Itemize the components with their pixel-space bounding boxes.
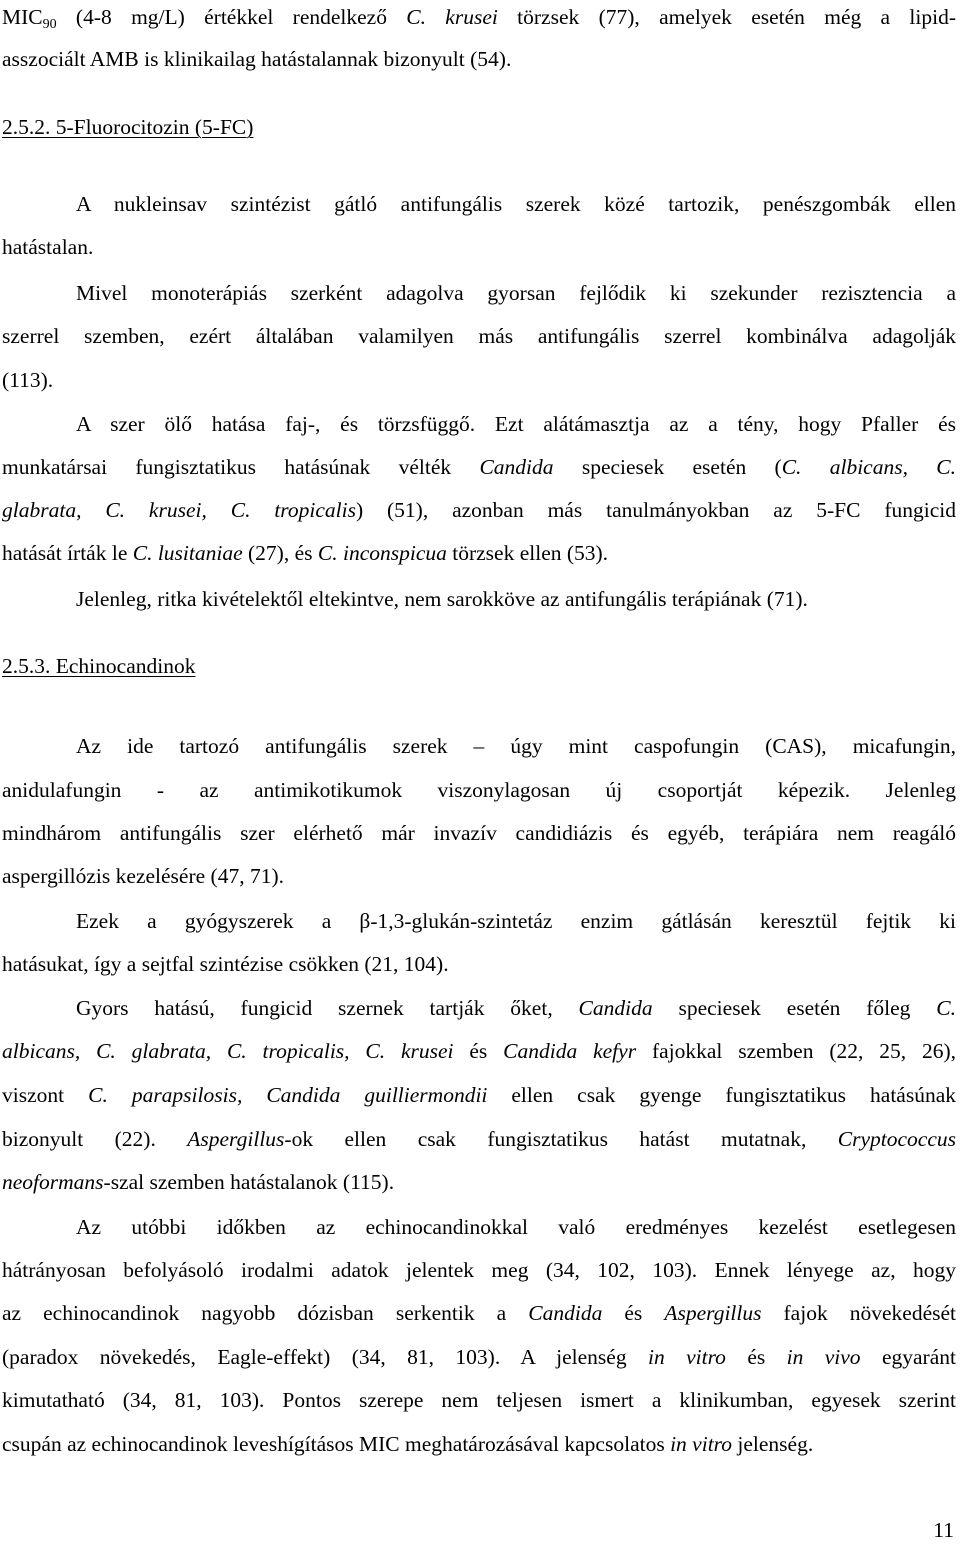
paragraph-line: neoformans-szal szemben hatástalanok (115). [2, 1170, 395, 1194]
paragraph-line: Gyors hatású, fungicid szernek tartják őket, Candida speciesek esetén főleg C. [76, 996, 956, 1020]
paragraph-line: kimutatható (34, 81, 103). Pontos szerepe nem teljesen ismert a klinikumban, egyesek szerint [2, 1388, 956, 1412]
paragraph-line: albicans, C. glabrata, C. tropicalis, C. krusei és Candida kefyr fajokkal szemben (22, 25, 26), [2, 1039, 956, 1063]
paragraph-line: Jelenleg, ritka kivételektől eltekintve, nem sarokköve az antifungális terápiának (71). [76, 587, 808, 611]
paragraph-line: A nukleinsav szintézist gátló antifungális szerek közé tartozik, penészgombák ellen [76, 192, 956, 216]
paragraph-line: (113). [2, 368, 54, 392]
paragraph-line: Az ide tartozó antifungális szerek – úgy mint caspofungin (CAS), micafungin, [76, 734, 956, 758]
paragraph-line: Az utóbbi időkben az echinocandinokkal való eredményes kezelést esetlegesen [76, 1215, 956, 1239]
paragraph-line: (paradox növekedés, Eagle-effekt) (34, 81, 103). A jelenség in vitro és in vivo egyaránt [2, 1345, 956, 1369]
paragraph-line: aspergillózis kezelésére (47, 71). [2, 864, 284, 888]
paragraph-line: anidulafungin - az antimikotikumok viszonylagosan új csoportját képezik. Jelenleg [2, 778, 956, 802]
paragraph-line: glabrata, C. krusei, C. tropicalis) (51), azonban más tanulmányokban az 5-FC fungicid [2, 498, 956, 522]
page-number: 11 [933, 1518, 954, 1542]
paragraph-line: bizonyult (22). Aspergillus-ok ellen csak fungisztatikus hatást mutatnak, Cryptococcus [2, 1127, 956, 1151]
paragraph-line: asszociált AMB is klinikailag hatástalannak bizonyult (54). [2, 47, 512, 71]
paragraph-line: szerrel szemben, ezért általában valamilyen más antifungális szerrel kombinálva adagolják [2, 324, 956, 348]
section-heading: 2.5.2. 5-Fluorocitozin (5-FC) [2, 115, 254, 139]
paragraph-line: Ezek a gyógyszerek a β-1,3-glukán-szintetáz enzim gátlásán keresztül fejtik ki [76, 909, 956, 933]
subscript: 90 [42, 17, 57, 32]
paragraph-line: hátrányosan befolyásoló irodalmi adatok jelentek meg (34, 102, 103). Ennek lényege az, hogy [2, 1258, 956, 1282]
paragraph-line: $MIC_{90}$ (4-8 mg/L) értékkel rendelkező C. krusei törzsek (77), amelyek esetén még a lipid- [2, 5, 956, 32]
paragraph-line: Mivel monoterápiás szerként adagolva gyorsan fejlődik ki szekunder rezisztencia a [76, 281, 956, 305]
paragraph-line: csupán az echinocandinok leveshígításos MIC meghatározásával kapcsolatos in vitro jelenség. [2, 1432, 814, 1456]
paragraph-line: hatástalan. [2, 235, 94, 259]
paragraph-line: munkatársai fungisztatikus hatásúnak vélték Candida speciesek esetén (C. albicans, C. [2, 455, 956, 479]
paragraph-line: hatását írták le C. lusitaniae (27), és C. inconspicua törzsek ellen (53). [2, 541, 609, 565]
paragraph-line: az echinocandinok nagyobb dózisban serkentik a Candida és Aspergillus fajok növekedését [2, 1301, 956, 1325]
paragraph-line: mindhárom antifungális szer elérhető már invazív candidiázis és egyéb, terápiára nem reagáló [2, 821, 956, 845]
section-heading: 2.5.3. Echinocandinok [2, 654, 196, 678]
paragraph-line: A szer ölő hatása faj-, és törzsfüggő. Ezt alátámasztja az a tény, hogy Pfaller és [76, 412, 956, 436]
paragraph-line: hatásukat, így a sejtfal szintézise csökken (21, 104). [2, 952, 449, 976]
paragraph-line: viszont C. parapsilosis, Candida guilliermondii ellen csak gyenge fungisztatikus hatásúnak [2, 1083, 957, 1107]
